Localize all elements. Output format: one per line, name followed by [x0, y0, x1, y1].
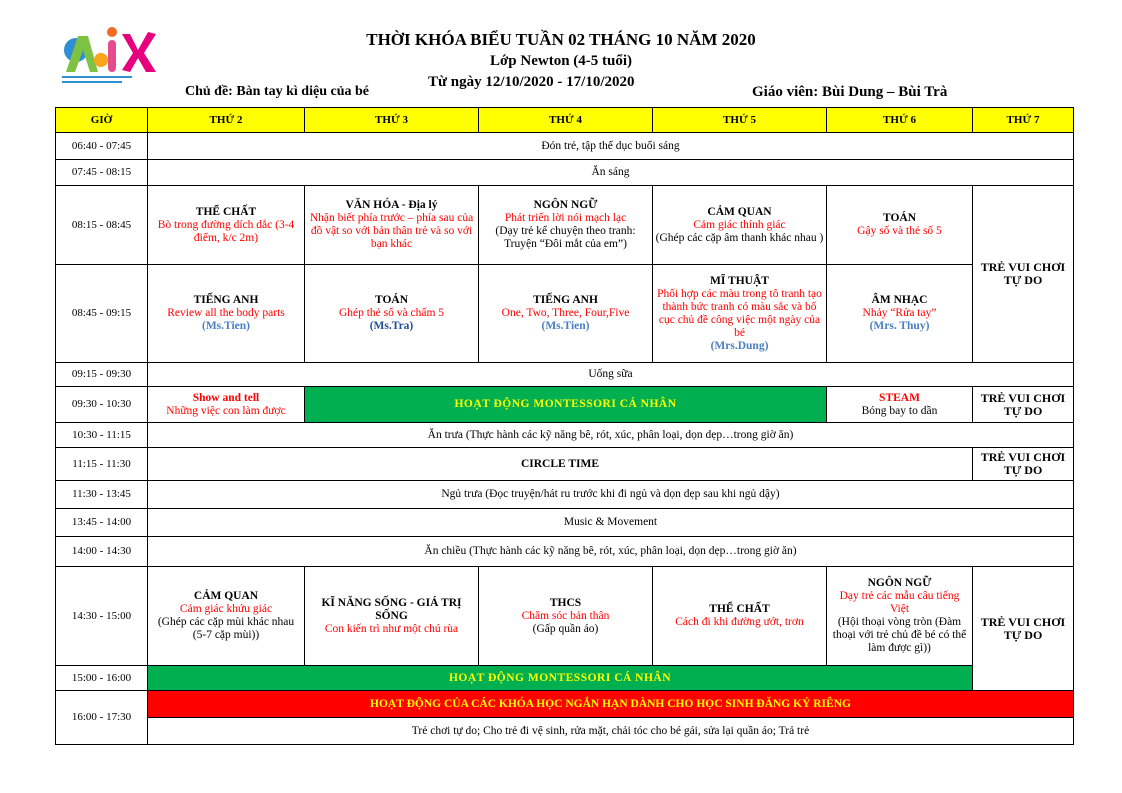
header-row	[56, 108, 1074, 133]
time-cell: 13:45 - 14:00	[56, 509, 148, 537]
montessori-block: HOẠT ĐỘNG MONTESSORI CÁ NHÂN	[305, 387, 827, 423]
lesson-cell	[148, 186, 305, 265]
lesson-content: Cách đi khi đường ướt, trơn	[675, 616, 804, 628]
lesson-content: Dạy trẻ các mẫu câu tiếng Việt	[839, 590, 960, 615]
short-course-block: HOẠT ĐỘNG CỦA CÁC KHÓA HỌC NGẮN HẠN DÀNH CHO HỌC SINH ĐĂNG KÝ RIÊNG	[148, 691, 1074, 718]
lesson-content: Nhảy “Rửa tay”	[862, 307, 937, 319]
teacher-name: (Ms.Tien)	[541, 320, 590, 332]
timetable	[55, 107, 1074, 745]
lesson-note: (Gấp quần áo)	[532, 622, 599, 635]
lesson-cell	[653, 265, 827, 363]
lesson-content: Ghép thẻ số và chấm 5	[338, 307, 445, 319]
activity-cell: CIRCLE TIME	[148, 448, 973, 481]
time-cell: 09:30 - 10:30	[56, 387, 148, 423]
lesson-note: (Hội thoại vòng tròn (Đàm thoại với trẻ chủ đề bé có thể làm được gì))	[832, 616, 967, 654]
teacher-name: (Mrs.Dung)	[710, 339, 769, 352]
time-cell: 07:45 - 08:15	[56, 160, 148, 186]
topic: Chủ đề: Bàn tay kì diệu của bé	[185, 84, 369, 99]
lesson-content: Review all the body parts	[167, 307, 285, 319]
time-cell: 06:40 - 07:45	[56, 133, 148, 160]
lesson-cell	[305, 186, 479, 265]
table-row	[56, 387, 1074, 423]
lesson-content: Cảm giác khứu giác	[179, 603, 273, 615]
lesson-content: Gậy số và thẻ số 5	[857, 225, 942, 237]
time-cell: 14:30 - 15:00	[56, 567, 148, 666]
lesson-cell	[827, 265, 973, 363]
teacher-name: (Ms.Tien)	[201, 320, 251, 332]
table-row	[56, 265, 1074, 363]
free-play-cell: TRẺ VUI CHƠI TỰ DO	[973, 567, 1074, 691]
lesson-cell	[479, 186, 653, 265]
column-header-wed: THỨ 4	[479, 108, 653, 133]
free-play-cell: TRẺ VUI CHƠI TỰ DO	[973, 387, 1074, 423]
lesson-content: Những việc con làm được	[166, 404, 286, 417]
lesson-cell	[305, 567, 479, 666]
subject: THỂ CHẤT	[709, 603, 770, 615]
lesson-cell	[148, 387, 305, 423]
table-row	[56, 666, 1074, 691]
teacher-name: (Ms.Tra)	[369, 320, 414, 332]
subject: TOÁN	[882, 212, 917, 224]
teacher-name: (Mrs. Thuy)	[869, 320, 930, 332]
table-row	[56, 423, 1074, 448]
lesson-content: Bò trong đường dích dắc (3-4 điểm, k/c 2m)	[157, 218, 295, 244]
table-row	[56, 537, 1074, 567]
subject: MĨ THUẬT	[710, 274, 769, 287]
lesson-content: Nhận biết phía trước – phía sau của đồ vật so với bản thân trẻ và so với bạn khác	[309, 212, 474, 250]
lesson-note: (Ghép các cặp mùi khác nhau (5-7 cặp mùi))	[157, 616, 295, 641]
time-cell: 09:15 - 09:30	[56, 363, 148, 387]
column-header-mon: THỨ 2	[148, 108, 305, 133]
table-row	[56, 363, 1074, 387]
subject: THCS	[549, 596, 582, 609]
lesson-content: Phối hợp các màu trong tô tranh tạo thành bức tranh có màu sắc và bố cục chủ đề công việc một ngày của bé	[657, 287, 822, 339]
table-row	[56, 481, 1074, 509]
lesson-content: One, Two, Three, Four,Five	[501, 307, 630, 319]
montessori-block: HOẠT ĐỘNG MONTESSORI CÁ NHÂN	[148, 666, 973, 691]
lesson-cell	[827, 387, 973, 423]
date-range: Từ ngày 12/10/2020 - 17/10/2020	[428, 74, 635, 90]
column-header-fri: THỨ 6	[827, 108, 973, 133]
table-row	[56, 186, 1074, 265]
subject: NGÔN NGỮ	[867, 577, 932, 589]
table-row	[56, 133, 1074, 160]
lesson-note: (Dạy trẻ kể chuyện theo tranh: Truyện “Đôi mắt của em”)	[495, 225, 636, 250]
activity-cell: Music & Movement	[148, 509, 1074, 537]
free-play-cell: TRẺ VUI CHƠI TỰ DO	[973, 186, 1074, 363]
class-name: Lớp Newton (4-5 tuổi)	[489, 53, 633, 69]
time-cell: 08:45 - 09:15	[56, 265, 148, 363]
subject: NGÔN NGỮ	[533, 199, 598, 211]
table-row	[56, 691, 1074, 718]
column-header-tue: THỨ 3	[305, 108, 479, 133]
activity-cell: Đón trẻ, tập thể dục buổi sáng	[148, 133, 1074, 160]
logo-caption-line-2	[62, 81, 122, 83]
time-cell: 10:30 - 11:15	[56, 423, 148, 448]
lesson-cell	[653, 186, 827, 265]
lesson-cell	[148, 567, 305, 666]
subject: ÂM NHẠC	[871, 294, 928, 306]
table-row	[56, 448, 1074, 481]
lesson-content: Bóng bay to dần	[861, 404, 938, 417]
table-row	[56, 718, 1074, 745]
lesson-cell	[827, 186, 973, 265]
lesson-cell	[479, 567, 653, 666]
subject: TOÁN	[374, 294, 409, 306]
activity-cell: Uống sữa	[148, 363, 1074, 387]
table-row	[56, 567, 1074, 666]
time-cell: 16:00 - 17:30	[56, 691, 148, 745]
subject: STEAM	[879, 391, 920, 404]
subject: CẢM QUAN	[193, 590, 259, 602]
activity-cell: Ăn trưa (Thực hành các kỹ năng bê, rót, xúc, phân loại, dọn dẹp…trong giờ ăn)	[148, 423, 1074, 448]
subject: KĨ NĂNG SỐNG - GIÁ TRỊ SỐNG	[321, 596, 462, 622]
subject: TIẾNG ANH	[193, 294, 259, 306]
activity-cell: Ngủ trưa (Đọc truyện/hát ru trước khi đi ngủ và dọn dẹp sau khi ngủ dậy)	[148, 481, 1074, 509]
table-row	[56, 509, 1074, 537]
column-header-thu: THỨ 5	[653, 108, 827, 133]
lesson-content: Cảm giác thính giác	[693, 218, 786, 231]
lesson-cell	[827, 567, 973, 666]
lesson-content: Con kiến trì như một chú rùa	[324, 622, 459, 635]
activity-cell: Trẻ chơi tự do; Cho trẻ đi vệ sinh, rửa mặt, chải tóc cho bé gái, sửa lại quần áo; Trả trẻ	[148, 718, 1074, 745]
activity-cell: Ăn chiều (Thực hành các kỹ năng bê, rót, xúc, phân loại, dọn dẹp…trong giờ ăn)	[148, 537, 1074, 567]
lesson-cell	[148, 265, 305, 363]
activity-cell: Ăn sáng	[148, 160, 1074, 186]
subject: VĂN HÓA - Địa lý	[345, 199, 438, 211]
time-cell: 08:15 - 08:45	[56, 186, 148, 265]
page-title: THỜI KHÓA BIỂU TUẦN 02 THÁNG 10 NĂM 2020	[366, 30, 756, 49]
free-play-cell: TRẺ VUI CHƠI TỰ DO	[973, 448, 1074, 481]
time-cell: 14:00 - 14:30	[56, 537, 148, 567]
lesson-cell	[305, 265, 479, 363]
time-cell: 11:15 - 11:30	[56, 448, 148, 481]
lesson-cell	[479, 265, 653, 363]
table-row	[56, 160, 1074, 186]
column-header-time: GIỜ	[56, 108, 148, 133]
subject: THỂ CHẤT	[195, 205, 257, 218]
lesson-cell	[653, 567, 827, 666]
time-cell: 15:00 - 16:00	[56, 666, 148, 691]
lesson-content: Chăm sóc bản thân	[521, 609, 610, 622]
subject: TIẾNG ANH	[533, 294, 598, 306]
logo-caption-line	[62, 76, 132, 78]
subject: Show and tell	[192, 391, 260, 404]
time-cell: 11:30 - 13:45	[56, 481, 148, 509]
lesson-content: Phát triển lời nói mạch lạc	[504, 212, 627, 224]
lesson-note: (Ghép các cặp âm thanh khác nhau )	[655, 231, 824, 244]
column-header-sat: THỨ 7	[973, 108, 1074, 133]
teachers: Giáo viên: Bùi Dung – Bùi Trà	[752, 84, 948, 100]
subject: CẢM QUAN	[707, 205, 772, 218]
